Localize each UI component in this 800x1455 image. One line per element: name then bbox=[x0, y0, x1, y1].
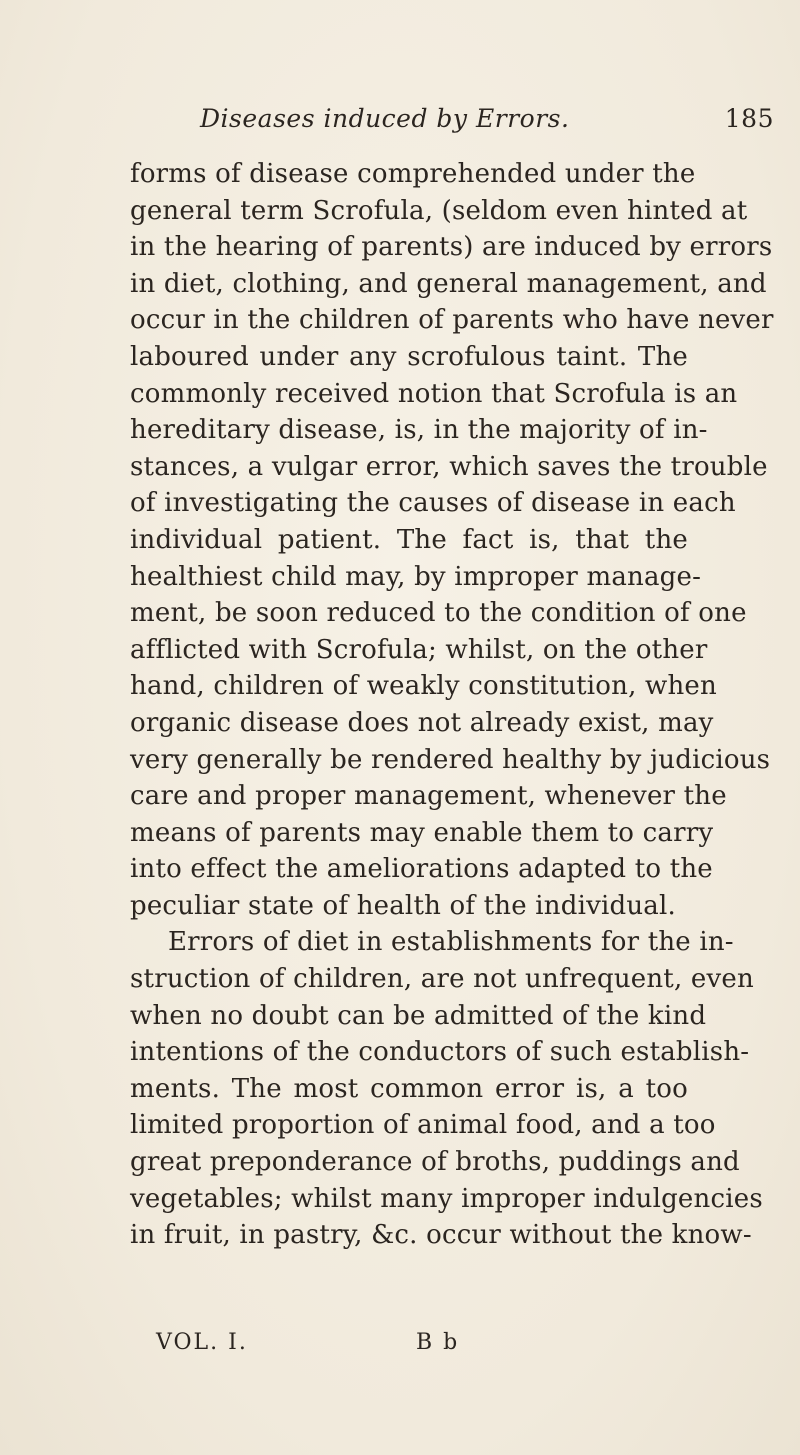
text-line: organic disease does not already exist, may bbox=[130, 707, 714, 738]
text-line: hand, children of weakly constitution, when bbox=[130, 671, 717, 702]
text-line: vegetables; whilst many improper indulgencies bbox=[130, 1183, 763, 1214]
text-line: great preponderance of broths, puddings and bbox=[130, 1147, 740, 1178]
text-line: when no doubt can be admitted of the kind bbox=[130, 1000, 707, 1031]
text-line: hereditary disease, is, in the majority of in- bbox=[130, 415, 708, 446]
text-line: very generally be rendered healthy by judicious bbox=[130, 744, 771, 775]
text-line: intentions of the conductors of such establish- bbox=[130, 1037, 750, 1068]
paragraph-end-line: peculiar state of health of the individual. bbox=[130, 890, 676, 921]
body-text bbox=[130, 156, 774, 1254]
text-line: in fruit, in pastry, &c. occur without the know- bbox=[130, 1220, 752, 1251]
text-line: occur in the children of parents who have never bbox=[130, 305, 774, 336]
text-line: struction of children, are not unfrequent, even bbox=[130, 964, 754, 995]
text-line: afflicted with Scrofula; whilst, on the other bbox=[130, 634, 708, 665]
running-head bbox=[200, 104, 774, 133]
paragraph-start-line: Errors of diet in establishments for the in- bbox=[168, 927, 734, 958]
text-line: commonly received notion that Scrofula is an bbox=[130, 378, 738, 409]
volume-mark: VOL. I. bbox=[156, 1330, 248, 1355]
text-line: healthiest child may, by improper manage- bbox=[130, 561, 702, 592]
text-line: in diet, clothing, and general management, and bbox=[130, 268, 767, 299]
page-number: 185 bbox=[724, 104, 774, 133]
signature-mark: B b bbox=[416, 1330, 460, 1355]
text-line: of investigating the causes of disease in each bbox=[130, 488, 736, 519]
text-line: into effect the ameliorations adapted to the bbox=[130, 854, 713, 885]
text-line: stances, a vulgar error, which saves the trouble bbox=[130, 451, 768, 482]
text-line: forms of disease comprehended under the bbox=[130, 159, 696, 189]
text-line: ment, be soon reduced to the condition of one bbox=[130, 598, 747, 629]
text-line: laboured under any scrofulous taint. The bbox=[130, 341, 688, 372]
text-line: general term Scrofula, (seldom even hinted at bbox=[130, 195, 748, 226]
text-line: means of parents may enable them to carry bbox=[130, 817, 714, 848]
text-line: ments. The most common error is, a too bbox=[130, 1073, 688, 1104]
text-line: limited proportion of animal food, and a too bbox=[130, 1110, 716, 1141]
text-line: in the hearing of parents) are induced by errors bbox=[130, 232, 773, 263]
text-line: individual patient. The fact is, that the bbox=[130, 524, 688, 555]
text-line: care and proper management, whenever the bbox=[130, 781, 727, 812]
running-head-title: Diseases induced by Errors. bbox=[200, 104, 570, 133]
